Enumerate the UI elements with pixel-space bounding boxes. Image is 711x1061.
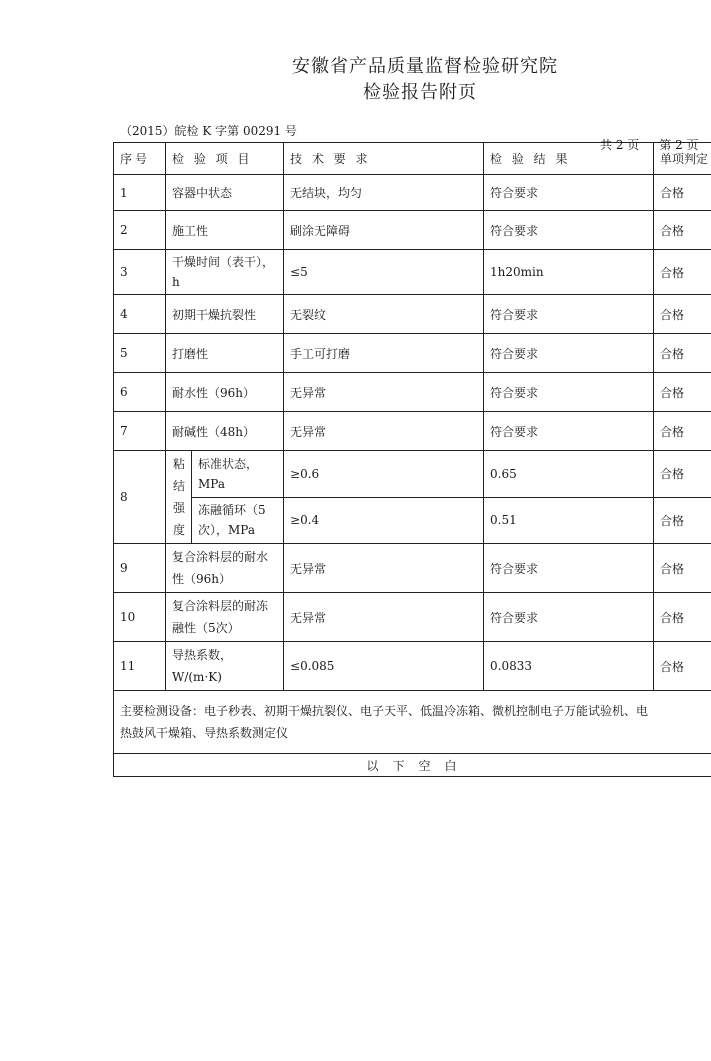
table-row bbox=[114, 412, 711, 451]
institute-title: 安徽省产品质量监督检验研究院 bbox=[292, 56, 558, 77]
row-requirement: ≥0.6 bbox=[284, 451, 484, 498]
col-header-verdict: 单项判定 bbox=[654, 143, 711, 175]
row-verdict: 合格 bbox=[654, 373, 711, 412]
row-requirement: 无结块，均匀 bbox=[284, 175, 484, 211]
row-verdict: 合格 bbox=[654, 211, 711, 250]
row-verdict: 合格 bbox=[654, 334, 711, 373]
table-row bbox=[114, 373, 711, 412]
row-verdict: 合格 bbox=[654, 295, 711, 334]
row-result: 0.65 bbox=[484, 451, 654, 498]
row-number: 6 bbox=[114, 373, 166, 412]
row-requirement: ≥0.4 bbox=[284, 497, 484, 544]
row-verdict: 合格 bbox=[654, 175, 711, 211]
col-header-requirement: 技 术 要 求 bbox=[284, 143, 484, 175]
row-verdict: 合格 bbox=[654, 593, 711, 642]
row-number: 3 bbox=[114, 250, 166, 295]
table-row bbox=[114, 295, 711, 334]
report-subtitle: 检验报告附页 bbox=[363, 82, 477, 103]
row-number: 5 bbox=[114, 334, 166, 373]
row-item: 耐水性（96h） bbox=[166, 373, 284, 412]
page-number: 第 2 页 bbox=[659, 138, 699, 152]
row-requirement: ≤5 bbox=[284, 250, 484, 295]
table-row bbox=[114, 334, 711, 373]
row-requirement: 无异常 bbox=[284, 373, 484, 412]
row-item: 干燥时间（表干），h bbox=[166, 250, 284, 295]
row-subitem: 冻融循环（5次），MPa bbox=[192, 497, 284, 544]
row-result: 符合要求 bbox=[484, 544, 654, 593]
row-result: 符合要求 bbox=[484, 593, 654, 642]
row-verdict: 合格 bbox=[654, 544, 711, 593]
report-number: （2015）皖检 K 字第 00291 号 bbox=[120, 124, 297, 138]
end-mark: 以下空白 bbox=[114, 754, 711, 777]
col-header-result: 检 验 结 果 bbox=[484, 143, 654, 175]
row-requirement: 无异常 bbox=[284, 412, 484, 451]
row-number: 11 bbox=[114, 642, 166, 691]
inspection-table bbox=[113, 142, 711, 777]
row-result: 符合要求 bbox=[484, 175, 654, 211]
row-item: 导热系数，W/(m·K) bbox=[166, 642, 284, 691]
row-result: 符合要求 bbox=[484, 373, 654, 412]
row-item: 初期干燥抗裂性 bbox=[166, 295, 284, 334]
row-item: 耐碱性（48h） bbox=[166, 412, 284, 451]
row-item: 施工性 bbox=[166, 211, 284, 250]
row-subitem: 标准状态，MPa bbox=[192, 451, 284, 498]
table-row bbox=[114, 544, 711, 593]
row-number: 8 bbox=[114, 451, 166, 544]
row-requirement: ≤0.085 bbox=[284, 642, 484, 691]
row-item: 复合涂料层的耐水性（96h） bbox=[166, 544, 284, 593]
col-header-item: 检 验 项 目 bbox=[166, 143, 284, 175]
row-verdict: 合格 bbox=[654, 451, 711, 498]
row-requirement: 无异常 bbox=[284, 544, 484, 593]
equipment-line-1: 主要检测设备：电子秒表、初期干燥抗裂仪、电子天平、低温冷冻箱、微机控制电子万能试验机、电 bbox=[120, 704, 649, 718]
group-label-text: 粘结强度 bbox=[172, 457, 185, 537]
row-verdict: 合格 bbox=[654, 642, 711, 691]
row-result: 0.51 bbox=[484, 497, 654, 544]
row-item: 打磨性 bbox=[166, 334, 284, 373]
row-item: 容器中状态 bbox=[166, 175, 284, 211]
row-group-label bbox=[166, 451, 192, 544]
row-result: 0.0833 bbox=[484, 642, 654, 691]
table-row bbox=[114, 211, 711, 250]
row-requirement: 无异常 bbox=[284, 593, 484, 642]
col-header-no: 序号 bbox=[114, 143, 166, 175]
row-result: 符合要求 bbox=[484, 412, 654, 451]
table-row bbox=[114, 451, 711, 498]
row-result: 1h20min bbox=[484, 250, 654, 295]
row-number: 1 bbox=[114, 175, 166, 211]
row-number: 2 bbox=[114, 211, 166, 250]
equipment-line-2: 热鼓风干燥箱、导热系数测定仪 bbox=[120, 726, 289, 740]
equipment-cell bbox=[114, 691, 711, 754]
table-row bbox=[114, 250, 711, 295]
row-verdict: 合格 bbox=[654, 412, 711, 451]
table-row bbox=[114, 175, 711, 211]
row-item: 复合涂料层的耐冻融性（5次） bbox=[166, 593, 284, 642]
table-header-row bbox=[114, 143, 711, 175]
row-result: 符合要求 bbox=[484, 211, 654, 250]
table-row bbox=[114, 642, 711, 691]
row-requirement: 无裂纹 bbox=[284, 295, 484, 334]
row-verdict: 合格 bbox=[654, 250, 711, 295]
end-mark-row bbox=[114, 754, 711, 777]
total-pages: 共 2 页 bbox=[600, 138, 640, 152]
row-result: 符合要求 bbox=[484, 334, 654, 373]
row-requirement: 刷涂无障碍 bbox=[284, 211, 484, 250]
table-row bbox=[114, 593, 711, 642]
row-number: 9 bbox=[114, 544, 166, 593]
table-row bbox=[114, 497, 711, 544]
row-number: 4 bbox=[114, 295, 166, 334]
row-result: 符合要求 bbox=[484, 295, 654, 334]
row-number: 10 bbox=[114, 593, 166, 642]
row-requirement: 手工可打磨 bbox=[284, 334, 484, 373]
equipment-row bbox=[114, 691, 711, 754]
row-verdict: 合格 bbox=[654, 497, 711, 544]
row-number: 7 bbox=[114, 412, 166, 451]
